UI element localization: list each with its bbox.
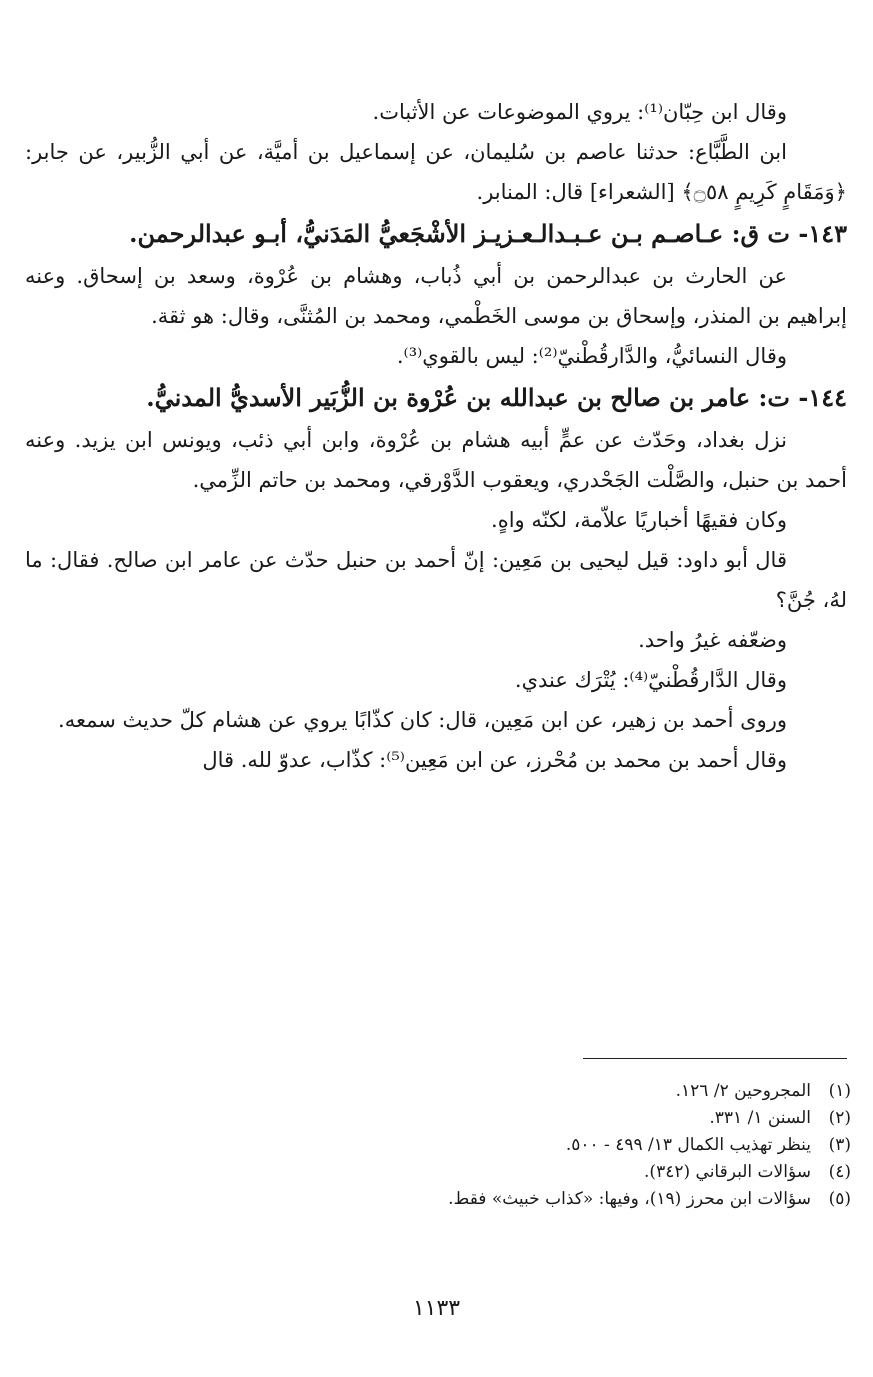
entry-heading: ١٤٤- ت: عامر بن صالح بن عبدالله بن عُرْوة بن الزُّبَير الأسديُّ المدنيُّ. bbox=[146, 383, 847, 412]
footnote-text: ينظر تهذيب الكمال ١٣/ ٤٩٩ - ٥٠٠. bbox=[565, 1135, 811, 1155]
main-text bbox=[25, 92, 847, 780]
paragraph: وقال أحمد بن محمد بن مُحْرز، عن ابن مَعِين⁽⁵⁾: كذّاب، عدوّ لله. قال bbox=[202, 748, 787, 772]
footnote bbox=[25, 1159, 851, 1186]
paragraph: عن الحارث بن عبدالرحمن بن أبي ذُباب، وهشام بن عُرْوة، وسعد بن إسحاق. وعنه إبراهيم بن المنذر، وإسحاق بن موسى الخَطْمي، ومحمد بن المُثنَّى، وقال: هو ثقة. bbox=[25, 264, 847, 328]
footnote-text: المجروحين ٢/ ١٢٦. bbox=[675, 1081, 811, 1101]
entry-heading: ١٤٣- ت ق: عـاصـم بـن عـبـدالـعـزيـز الأشْجَعيُّ المَدَنيُّ، أبـو عبدالرحمن. bbox=[129, 219, 847, 248]
footnote bbox=[25, 1132, 851, 1159]
footnote-number: (٣) bbox=[828, 1135, 851, 1155]
paragraph: وضعّفه غيرُ واحد. bbox=[638, 628, 787, 652]
paragraph: وقال ابن حِبّان⁽¹⁾: يروي الموضوعات عن الأثبات. bbox=[372, 100, 787, 124]
paragraph: وقال الدَّارقُطْنيّ⁽⁴⁾: يُتْرَك عندي. bbox=[514, 668, 787, 692]
footnote-text: سؤالات البرقاني (٣٤٢). bbox=[644, 1162, 811, 1182]
footnote bbox=[25, 1078, 851, 1105]
footnote-divider bbox=[583, 1058, 847, 1059]
footnote bbox=[25, 1186, 851, 1213]
footnotes bbox=[25, 1078, 851, 1213]
paragraph: وقال النسائيُّ، والدَّارقُطْنيّ⁽²⁾: ليس بالقوي⁽³⁾. bbox=[396, 344, 787, 368]
footnote bbox=[25, 1105, 851, 1132]
page-number: ١١٣٣ bbox=[412, 1296, 461, 1321]
paragraph: قال أبو داود: قيل ليحيى بن مَعِين: إنّ أحمد بن حنبل حدّث عن عامر ابن صالح. فقال: ما لهُ، جُنَّ؟ bbox=[25, 548, 847, 612]
paragraph: ابن الطَّبَّاع: حدثنا عاصم بن سُليمان، عن إسماعيل بن أميَّة، عن أبي الزُّبير، عن جابر: ﴿وَمَقَامٍ كَرِيمٍ ۝٥٨﴾ [الشعراء] قال: المنابر. bbox=[25, 140, 847, 204]
paragraph: وروى أحمد بن زهير، عن ابن مَعِين، قال: كان كذّابًا يروي عن هشام كلّ حديث سمعه. bbox=[58, 708, 787, 732]
footnote-text: السنن ١/ ٣٣١. bbox=[709, 1108, 811, 1128]
paragraph: وكان فقيهًا أخباريًا علاّمة، لكنّه واهٍ. bbox=[491, 508, 787, 532]
footnote-number: (٢) bbox=[828, 1108, 851, 1128]
paragraph: نزل بغداد، وحَدّث عن عمٍّ أبيه هشام بن عُرْوة، وابن أبي ذئب، ويونس ابن يزيد. وعنه أحمد بن حنبل، والصَّلْت الجَحْدري، ويعقوب الدَّوْرقي، ومحمد بن حاتم الزِّمي. bbox=[25, 428, 847, 492]
footnote-number: (١) bbox=[828, 1081, 851, 1101]
footnote-number: (٥) bbox=[828, 1189, 851, 1209]
footnote-number: (٤) bbox=[828, 1162, 851, 1182]
footnote-text: سؤالات ابن محرز (١٩)، وفيها: «كذاب خبيث» فقط. bbox=[448, 1189, 811, 1209]
